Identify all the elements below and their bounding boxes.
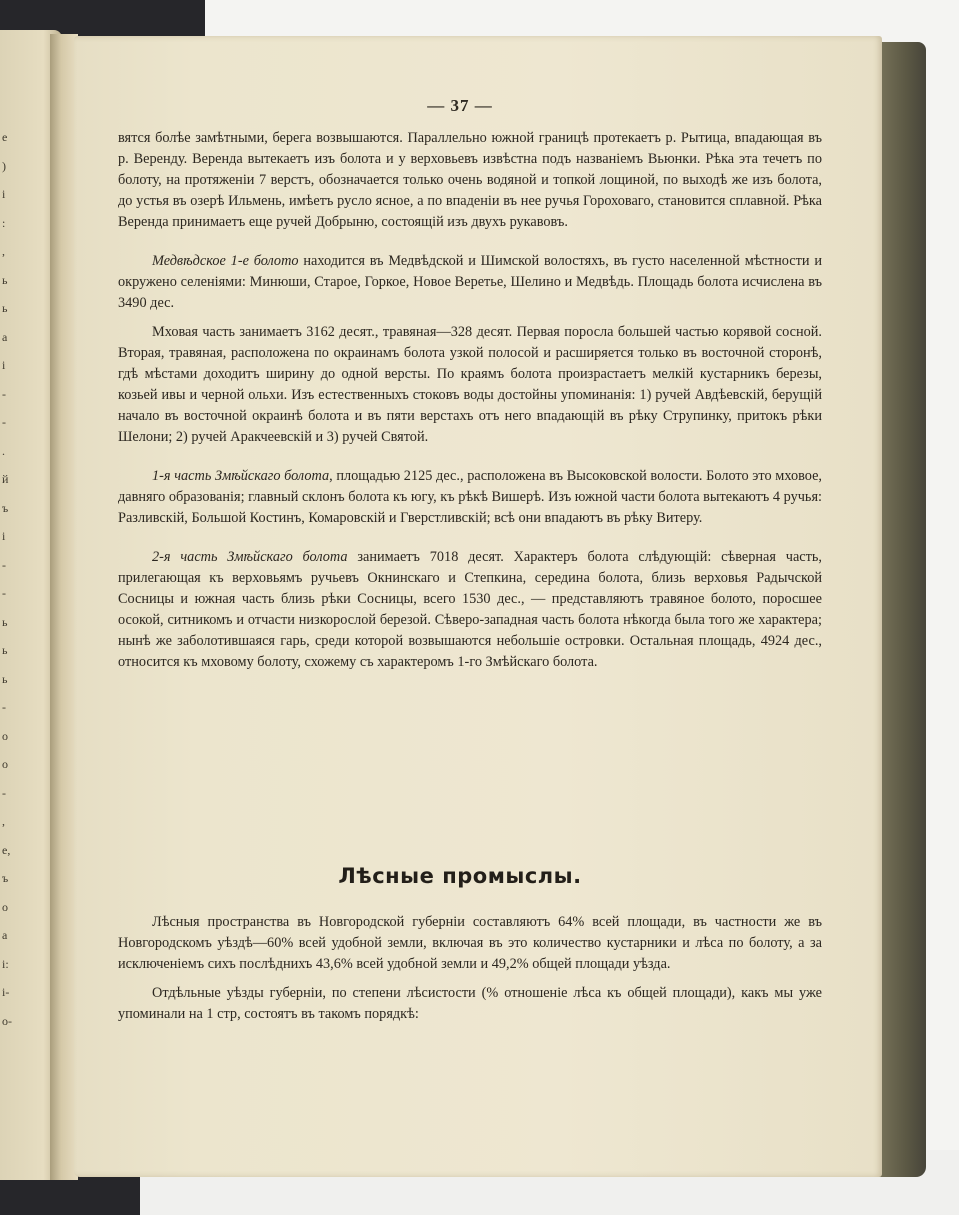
medvedskoe-text: находится въ Медвѣдской и Шимской волостяхъ, въ густо населенной мѣстности и окружено селеніями: Минюши, Старое, Горкое, Новое Веретье, Шелино и Медвѣдь. Площадь болота исчислена въ 3490 дес. xyxy=(118,253,822,311)
left-margin-char: - xyxy=(2,557,6,572)
left-margin-char: ъ xyxy=(2,500,9,515)
paragraph-mossy-part: Мховая часть занимаетъ 3162 десят., травяная—328 десят. Первая поросла большей частью корявой сосной. Вторая, травяная, расположена по окраинамъ болота узкой полосой и расширяется только въ восточной сторонѣ, гдѣ мѣстами доходитъ ширину до одной версты. По краямъ болота произрастаетъ мелкій кустарникъ березы, козьей ивы и черной ольхи. Изъ естественныхъ стоковъ воды достойны упоминанія: 1) ручей Авдѣевскій, берущій начало въ восточной окраинѣ болота и въ пяти верстахъ отъ него впадающій въ рѣку Струпинку, притокъ рѣки Шелони; 2) ручей Аракчеевскій и 3) ручей Святой. xyxy=(118,324,822,445)
left-margin-char: - xyxy=(2,785,6,800)
left-margin-char: ъ xyxy=(2,871,9,885)
left-margin-char: і xyxy=(2,187,6,201)
left-margin-char: , xyxy=(2,244,5,258)
left-margin-char: о- xyxy=(2,1013,12,1028)
paragraph-districts: Отдѣльные уѣзды губерніи, по степени лѣсистости (% отношеніе лѣса къ общей площади), какъ мы уже упоминали на 1 стр, состоятъ въ такомъ порядкѣ: xyxy=(118,985,822,1022)
left-margin-char: - xyxy=(2,386,6,401)
left-margin-char: о xyxy=(2,728,8,743)
paragraph-zmeyskoe-1 xyxy=(118,466,822,529)
left-margin-char: ь xyxy=(2,301,8,315)
left-margin-char: - xyxy=(2,415,6,429)
left-margin-char: о xyxy=(2,899,8,914)
left-margin-char: ь xyxy=(2,643,8,657)
left-margin-char: . xyxy=(2,443,5,458)
left-margin-char: а xyxy=(2,928,8,942)
left-page-margin-text xyxy=(0,30,25,1180)
paragraph-medvedskoe xyxy=(118,251,822,314)
paragraph-rytitsa: вятся болѣе замѣтными, берега возвышаются. Параллельно южной границѣ протекаетъ р. Рытица, впадающая въ р. Веренду. Веренда вытекаетъ изъ болота и у верховьевъ извѣстна подъ названіемъ Вьюнки. Рѣка эта течетъ по болоту, на протяженіи 7 верстъ, обозначается только очень водяной и топкой лощиной, по выходѣ же изъ болота, до устья въ озерѣ Ильмень, имѣетъ русло ясное, а по впаденіи въ нее ручья Гороховаго, становится сплавной. Рѣка Веренда принимаетъ еще ручей Добрыню, состоящій изъ двухъ рукавовъ. xyxy=(118,130,822,230)
left-margin-char: : xyxy=(2,215,6,230)
medvedskoe-title: Медвѣдское 1-е болото xyxy=(152,253,299,269)
left-margin-char: і: xyxy=(2,956,9,971)
zmeyskoe-2-title: 2-я часть Змѣйскаго болота xyxy=(152,549,348,565)
page-number: — 37 — xyxy=(427,96,493,115)
left-margin-char: ь xyxy=(2,671,8,686)
left-margin-char: е, xyxy=(2,842,11,857)
paragraph-forest-areas: Лѣсныя пространства въ Новгородской губерніи составляютъ 64% всей площади, въ частности же въ Новгородскомъ уѣздѣ—60% всей удобной земли, включая въ это количество кустарники и лѣса по болоту, а за исключеніемъ сихъ послѣднихъ 43,6% всей удобной земли и 49,2% общей площади уѣзда. xyxy=(118,914,822,972)
section-heading: Лѣсные промыслы. xyxy=(338,864,582,888)
zmeyskoe-1-title: 1-я часть Змѣйскаго болота xyxy=(152,468,330,484)
body-text-lower xyxy=(118,912,822,1025)
left-margin-char: ь xyxy=(2,614,8,629)
left-margin-char: е xyxy=(2,130,8,144)
left-margin-char: ь xyxy=(2,272,8,287)
left-margin-char: й xyxy=(2,472,9,486)
left-margin-char: , xyxy=(2,814,5,828)
left-margin-char: і xyxy=(2,358,6,372)
left-margin-char: - xyxy=(2,700,6,714)
body-text-upper xyxy=(118,128,822,673)
left-margin-char: і- xyxy=(2,985,10,999)
left-margin-char: а xyxy=(2,329,8,344)
left-margin-char: і xyxy=(2,529,6,543)
zmeyskoe-2-text: занимаетъ 7018 десят. Характеръ болота слѣдующій: сѣверная часть, прилегающая къ верховьямъ ручьевъ Окнинскаго и Степкина, середина болота, близь верховья Радычской Сосницы и южная часть близь рѣки Сосницы, всего 1530 дес., — представляютъ травяное болото, поросшее осокой, ситникомъ и отчасти низкорослой березой. Сѣверо-западная часть болота нѣкогда была того же характера; нынѣ же заболотившаяся гарь, среди которой возвышаются небольшіе островки. Остальная площадь, 4924 дес., относится къ мховому болоту, схожему съ характеромъ 1-го Змѣйскаго болота. xyxy=(118,549,822,670)
zmeyskoe-1-text: , площадью 2125 дес., расположена въ Высоковской волости. Болото это мховое, давняго образованія; главный склонъ болота къ югу, къ рѣкѣ Вишерѣ. Изъ южной части болота вытекаютъ 4 ручья: Разливскій, Большой Костинъ, Комаровскій и Гверстливскій; всѣ они впадаютъ въ рѣку Витеру. xyxy=(118,468,822,526)
left-margin-char: о xyxy=(2,757,8,771)
left-margin-char: ) xyxy=(2,158,6,173)
left-margin-char: - xyxy=(2,586,6,600)
paragraph-zmeyskoe-2 xyxy=(118,547,822,673)
